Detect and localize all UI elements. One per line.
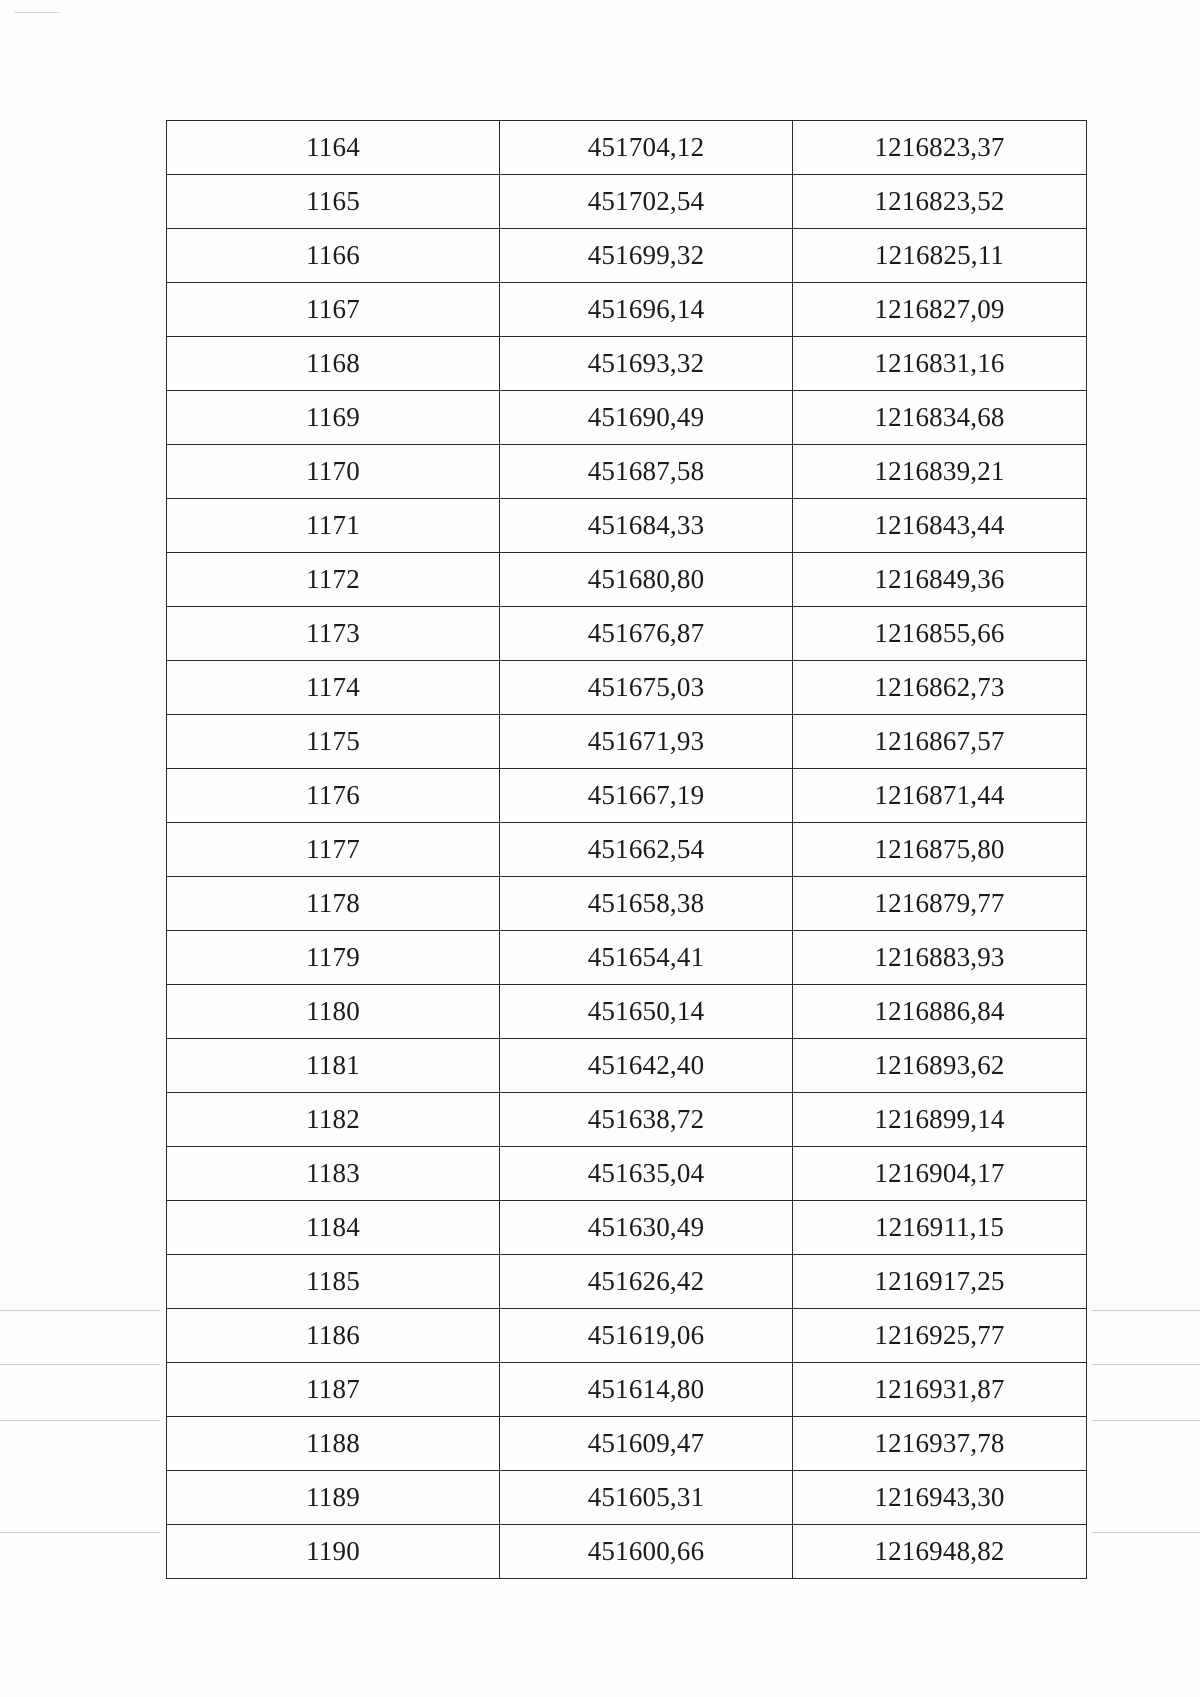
y-coordinate-cell: 1216904,17: [793, 1147, 1087, 1201]
point-number-cell: 1175: [167, 715, 500, 769]
x-coordinate-cell: 451696,14: [500, 283, 793, 337]
point-number-cell: 1178: [167, 877, 500, 931]
y-coordinate-cell: 1216893,62: [793, 1039, 1087, 1093]
y-coordinate-cell: 1216825,11: [793, 229, 1087, 283]
x-coordinate-cell: 451614,80: [500, 1363, 793, 1417]
point-number-cell: 1170: [167, 445, 500, 499]
point-number-cell: 1169: [167, 391, 500, 445]
y-coordinate-cell: 1216867,57: [793, 715, 1087, 769]
y-coordinate-cell: 1216899,14: [793, 1093, 1087, 1147]
y-coordinate-cell: 1216937,78: [793, 1417, 1087, 1471]
x-coordinate-cell: 451675,03: [500, 661, 793, 715]
point-number-cell: 1182: [167, 1093, 500, 1147]
point-number-cell: 1186: [167, 1309, 500, 1363]
scan-artifact: [1092, 1310, 1200, 1311]
point-number-cell: 1166: [167, 229, 500, 283]
point-number-cell: 1189: [167, 1471, 500, 1525]
table-row: [167, 931, 1087, 985]
scan-artifact: [0, 1420, 160, 1421]
x-coordinate-cell: 451684,33: [500, 499, 793, 553]
point-number-cell: 1181: [167, 1039, 500, 1093]
table-row: [167, 229, 1087, 283]
x-coordinate-cell: 451654,41: [500, 931, 793, 985]
table-row: [167, 1309, 1087, 1363]
x-coordinate-cell: 451642,40: [500, 1039, 793, 1093]
point-number-cell: 1184: [167, 1201, 500, 1255]
table-row: [167, 391, 1087, 445]
table-row: [167, 175, 1087, 229]
x-coordinate-cell: 451680,80: [500, 553, 793, 607]
scan-artifact: [1092, 1532, 1200, 1533]
y-coordinate-cell: 1216879,77: [793, 877, 1087, 931]
y-coordinate-cell: 1216925,77: [793, 1309, 1087, 1363]
x-coordinate-cell: 451687,58: [500, 445, 793, 499]
table-row: [167, 769, 1087, 823]
x-coordinate-cell: 451690,49: [500, 391, 793, 445]
y-coordinate-cell: 1216855,66: [793, 607, 1087, 661]
y-coordinate-cell: 1216839,21: [793, 445, 1087, 499]
point-number-cell: 1183: [167, 1147, 500, 1201]
x-coordinate-cell: 451650,14: [500, 985, 793, 1039]
y-coordinate-cell: 1216911,15: [793, 1201, 1087, 1255]
y-coordinate-cell: 1216827,09: [793, 283, 1087, 337]
x-coordinate-cell: 451619,06: [500, 1309, 793, 1363]
table-row: [167, 445, 1087, 499]
table-row: [167, 1471, 1087, 1525]
x-coordinate-cell: 451699,32: [500, 229, 793, 283]
point-number-cell: 1172: [167, 553, 500, 607]
table-row: [167, 823, 1087, 877]
scan-artifact: [1092, 1364, 1200, 1365]
table-row: [167, 1525, 1087, 1579]
point-number-cell: 1164: [167, 121, 500, 175]
y-coordinate-cell: 1216931,87: [793, 1363, 1087, 1417]
x-coordinate-cell: 451630,49: [500, 1201, 793, 1255]
table-row: [167, 877, 1087, 931]
x-coordinate-cell: 451671,93: [500, 715, 793, 769]
table-row: [167, 715, 1087, 769]
table-row: [167, 337, 1087, 391]
table-row: [167, 607, 1087, 661]
point-number-cell: 1165: [167, 175, 500, 229]
point-number-cell: 1171: [167, 499, 500, 553]
point-number-cell: 1167: [167, 283, 500, 337]
table-row: [167, 1039, 1087, 1093]
y-coordinate-cell: 1216849,36: [793, 553, 1087, 607]
y-coordinate-cell: 1216831,16: [793, 337, 1087, 391]
y-coordinate-cell: 1216948,82: [793, 1525, 1087, 1579]
x-coordinate-cell: 451662,54: [500, 823, 793, 877]
table-row: [167, 121, 1087, 175]
table-row: [167, 1363, 1087, 1417]
point-number-cell: 1179: [167, 931, 500, 985]
table-row: [167, 1417, 1087, 1471]
y-coordinate-cell: 1216834,68: [793, 391, 1087, 445]
x-coordinate-cell: 451626,42: [500, 1255, 793, 1309]
point-number-cell: 1168: [167, 337, 500, 391]
table-row: [167, 661, 1087, 715]
scan-artifact: [14, 12, 60, 13]
point-number-cell: 1187: [167, 1363, 500, 1417]
point-number-cell: 1180: [167, 985, 500, 1039]
point-number-cell: 1190: [167, 1525, 500, 1579]
table-row: [167, 553, 1087, 607]
y-coordinate-cell: 1216943,30: [793, 1471, 1087, 1525]
point-number-cell: 1188: [167, 1417, 500, 1471]
table-row: [167, 1201, 1087, 1255]
x-coordinate-cell: 451600,66: [500, 1525, 793, 1579]
scan-artifact: [0, 1310, 160, 1311]
table-row: [167, 499, 1087, 553]
point-number-cell: 1185: [167, 1255, 500, 1309]
point-number-cell: 1177: [167, 823, 500, 877]
x-coordinate-cell: 451638,72: [500, 1093, 793, 1147]
x-coordinate-cell: 451609,47: [500, 1417, 793, 1471]
y-coordinate-cell: 1216823,37: [793, 121, 1087, 175]
scan-artifact: [0, 1532, 160, 1533]
y-coordinate-cell: 1216917,25: [793, 1255, 1087, 1309]
scan-artifact: [1092, 1420, 1200, 1421]
x-coordinate-cell: 451635,04: [500, 1147, 793, 1201]
point-number-cell: 1174: [167, 661, 500, 715]
coordinates-table: [166, 120, 1087, 1579]
y-coordinate-cell: 1216871,44: [793, 769, 1087, 823]
coordinates-table-body: [167, 121, 1087, 1579]
y-coordinate-cell: 1216875,80: [793, 823, 1087, 877]
x-coordinate-cell: 451667,19: [500, 769, 793, 823]
x-coordinate-cell: 451704,12: [500, 121, 793, 175]
y-coordinate-cell: 1216823,52: [793, 175, 1087, 229]
scan-artifact: [0, 1364, 160, 1365]
x-coordinate-cell: 451693,32: [500, 337, 793, 391]
table-row: [167, 1093, 1087, 1147]
table-row: [167, 1147, 1087, 1201]
x-coordinate-cell: 451605,31: [500, 1471, 793, 1525]
x-coordinate-cell: 451676,87: [500, 607, 793, 661]
y-coordinate-cell: 1216883,93: [793, 931, 1087, 985]
y-coordinate-cell: 1216843,44: [793, 499, 1087, 553]
x-coordinate-cell: 451702,54: [500, 175, 793, 229]
table-row: [167, 1255, 1087, 1309]
table-row: [167, 985, 1087, 1039]
y-coordinate-cell: 1216862,73: [793, 661, 1087, 715]
y-coordinate-cell: 1216886,84: [793, 985, 1087, 1039]
point-number-cell: 1173: [167, 607, 500, 661]
table-row: [167, 283, 1087, 337]
point-number-cell: 1176: [167, 769, 500, 823]
x-coordinate-cell: 451658,38: [500, 877, 793, 931]
